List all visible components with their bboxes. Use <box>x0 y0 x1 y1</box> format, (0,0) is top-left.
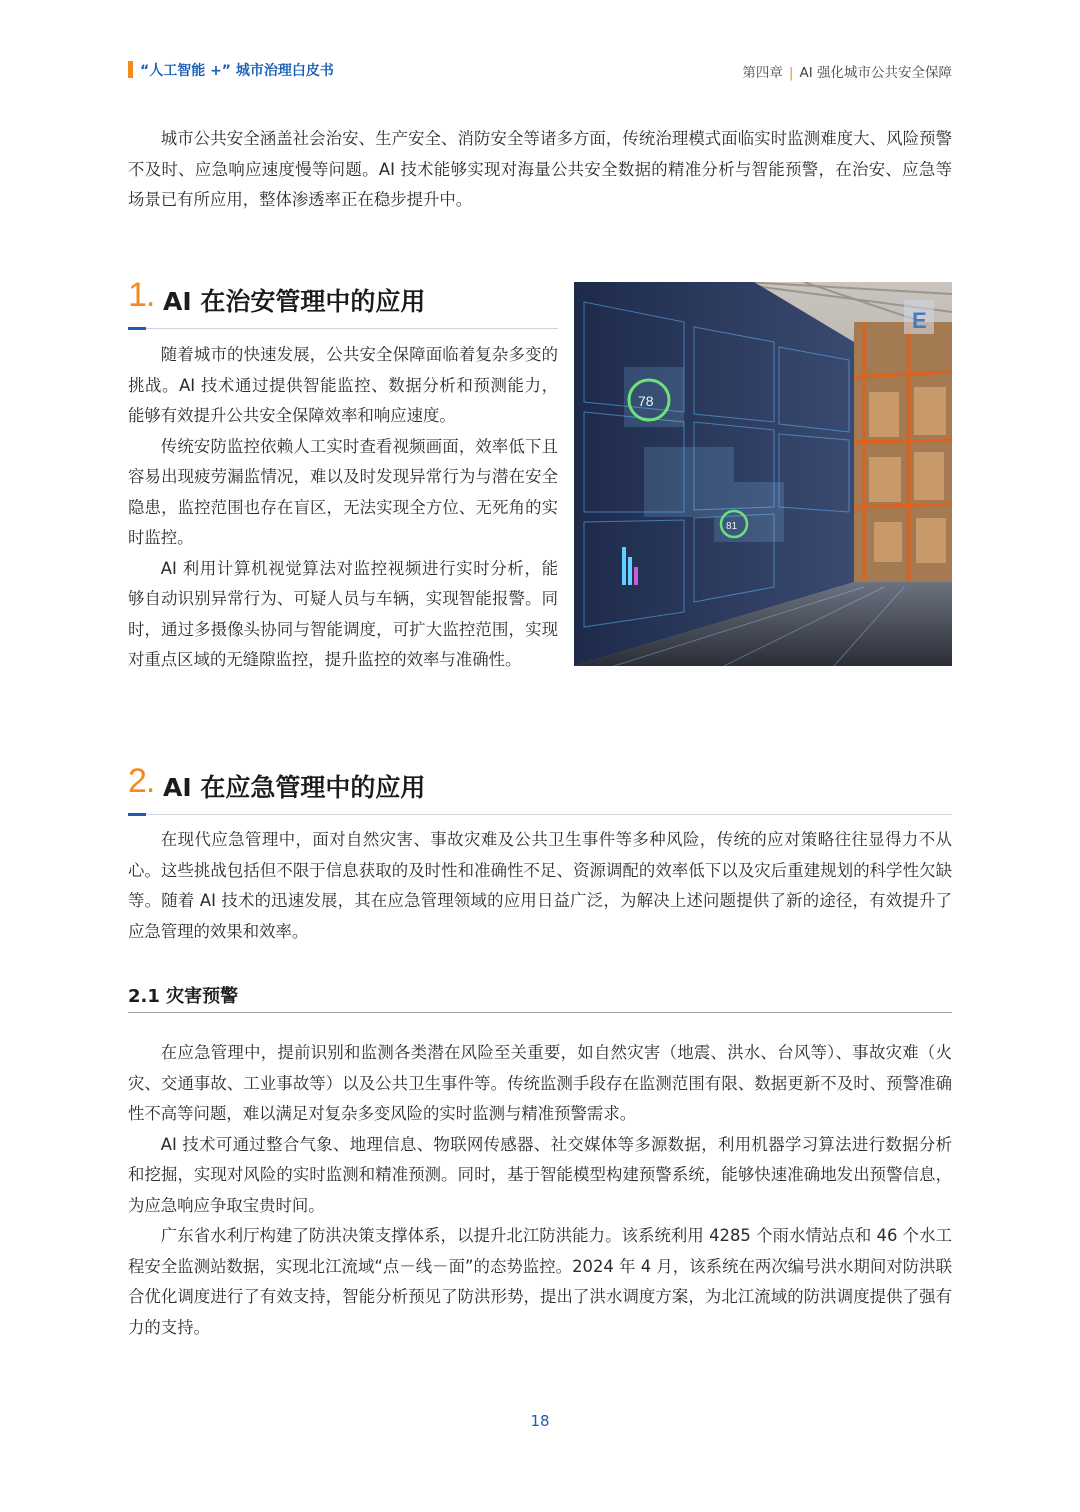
section2-title: AI 在应急管理中的应用 <box>163 773 426 802</box>
section1-paragraph: 随着城市的快速发展，公共安全保障面临着复杂多变的挑战。AI 技术通过提供智能监控、数据分析和预测能力，能够有效提升公共安全保障效率和响应速度。 <box>128 345 558 425</box>
page-number: 18 <box>530 1412 550 1430</box>
section1-number: 1. <box>128 276 155 314</box>
header-chapter-title: AI 强化城市公共安全保障 <box>799 65 952 81</box>
header-separator: | <box>788 65 794 81</box>
subsection-paragraph: 在应急管理中，提前识别和监测各类潜在风险至关重要，如自然灾害（地震、洪水、台风等）、事故灾难（火灾、交通事故、工业事故等）以及公共卫生事件等。传统监测手段存在监测范围有限、数据更新不及时、预警准确性不高等问题，难以满足对复杂多变风险的实时监测与精准预警需求。 <box>128 1043 952 1123</box>
section1-paragraph: AI 利用计算机视觉算法对监控视频进行实时分析，能够自动识别异常行为、可疑人员与车辆，实现智能报警。同时，通过多摄像头协同与智能调度，可扩大监控范围，实现对重点区域的无缝隙监控，提升监控的效率与准确性。 <box>128 558 558 669</box>
subsection-body <box>128 1038 952 1343</box>
section2-divider <box>146 814 952 815</box>
section2-heading <box>128 762 154 801</box>
section1-body <box>128 340 558 676</box>
subsection-paragraph: 广东省水利厅构建了防洪决策支撑体系，以提升北江防洪能力。该系统利用 4285 个雨水情站点和 46 个水工程安全监测站数据，实现北江流域“点－线－面”的态势监控。2024 年 4 月，该系统在两次编号洪水期间对防洪联合优化调度进行了有效支持，智能分析预见了防洪形势，提出了洪水调度方案，为北江流域的防洪调度提供了强有力的支持。 <box>128 1226 952 1337</box>
gauge-readout-1: 78 <box>638 393 654 409</box>
subsection-divider <box>128 1012 952 1013</box>
section1-divider <box>146 328 558 329</box>
section2-number: 2. <box>128 762 155 800</box>
section1-underline-accent <box>128 327 146 330</box>
section2-paragraph: 在现代应急管理中，面对自然灾害、事故灾难及公共卫生事件等多种风险，传统的应对策略往往显得力不从心。这些挑战包括但不限于信息获取的及时性和准确性不足、资源调配的效率低下以及灾后重建规划的科学性欠缺等。随着 AI 技术的迅速发展，其在应急管理领域的应用日益广泛，为解决上述问题提供了新的途径，有效提升了应急管理的效果和效率。 <box>128 830 952 941</box>
header-chapter <box>742 61 952 81</box>
header-chapter-number: 第四章 <box>742 65 783 81</box>
section1-title: AI 在治安管理中的应用 <box>163 287 426 316</box>
intro-paragraph: 城市公共安全涵盖社会治安、生产安全、消防安全等诸多方面，传统治理模式面临实时监测难度大、风险预警不及时、应急响应速度慢等问题。AI 技术能够实现对海量公共安全数据的精准分析与智能预警，在治安、应急等场景已有所应用，整体渗透率正在稳步提升中。 <box>128 129 952 209</box>
subsection-paragraph: AI 技术可通过整合气象、地理信息、物联网传感器、社交媒体等多源数据，利用机器学习算法进行数据分析和挖掘，实现对风险的实时监测和精准预测。同时，基于智能模型构建预警系统，能够快速准确地发出预警信息，为应急响应争取宝贵时间。 <box>128 1134 952 1215</box>
aisle-sign-text: E <box>912 308 927 333</box>
header-accent-bar <box>128 61 133 78</box>
gauge-readout-2: 81 <box>726 521 738 532</box>
section1-heading <box>128 276 154 315</box>
warehouse-illustration <box>574 282 952 666</box>
header-book-title: “人工智能 +” 城市治理白皮书 <box>140 63 334 79</box>
subsection-title: 2.1 灾害预警 <box>128 986 239 1007</box>
section2-underline-accent <box>128 813 146 816</box>
smart-warehouse-image <box>574 282 952 666</box>
section1-paragraph: 传统安防监控依赖人工实时查看视频画面，效率低下且容易出现疲劳漏监情况，难以及时发现异常行为与潜在安全隐患，监控范围也存在盲区，无法实现全方位、无死角的实时监控。 <box>128 436 558 547</box>
